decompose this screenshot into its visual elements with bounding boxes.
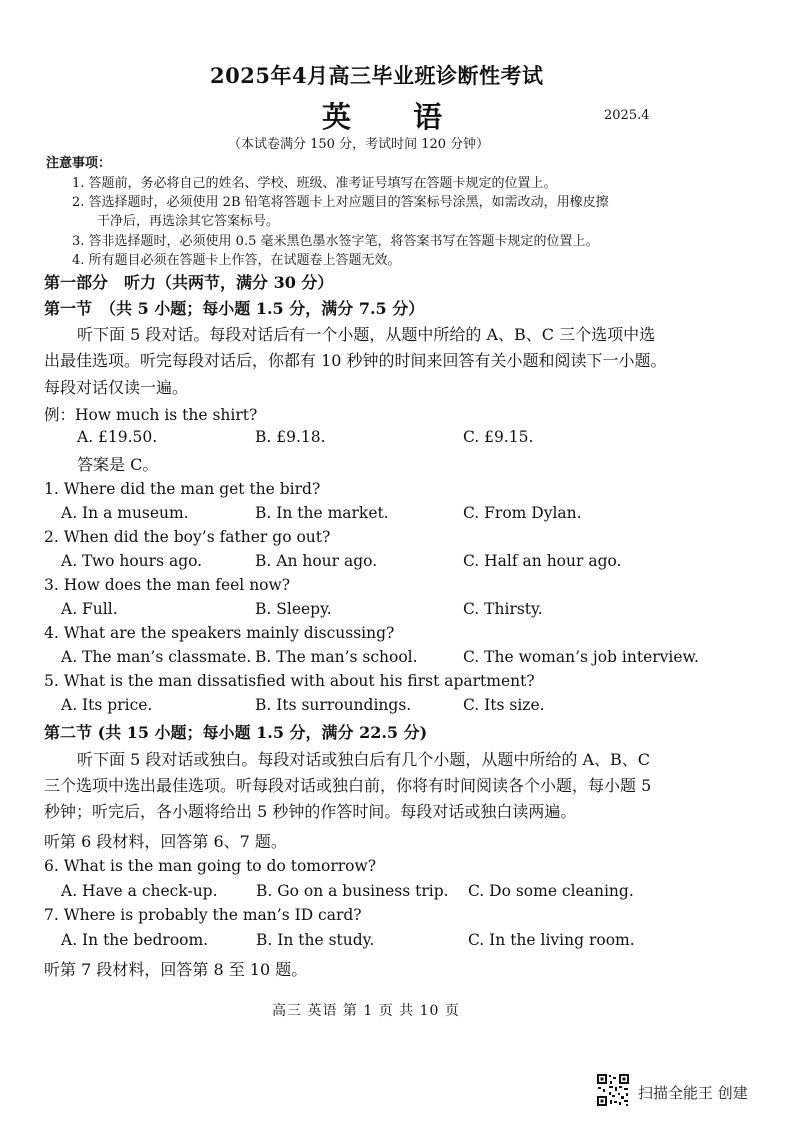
example-question: 例：How much is the shirt?	[44, 406, 258, 424]
option-b: B. In the market.	[255, 504, 389, 522]
question-5: 5. What is the man dissatisfied with about his first apartment?	[44, 672, 535, 690]
scanner-watermark: 扫描全能王 创建	[638, 1084, 748, 1102]
option-c: C. £9.15.	[463, 428, 534, 446]
instruction-line: 出最佳选项。听完每段对话后，你都有 10 秒钟的时间来回答有关小题和阅读下一小题。	[44, 351, 667, 370]
note-item: 4. 所有题目必须在答题卡上作答，在试题卷上答题无效。	[72, 253, 401, 268]
option-c: C. Do some cleaning.	[468, 882, 634, 900]
question-4: 4. What are the speakers mainly discussing?	[44, 624, 395, 642]
exam-title: 2025年4月高三毕业班诊断性考试	[210, 63, 544, 88]
option-a: A. In a museum.	[61, 504, 189, 522]
option-a: A. £19.50.	[77, 428, 158, 446]
option-b: B. The man’s school.	[255, 648, 418, 666]
option-a: A. Two hours ago.	[61, 552, 203, 570]
note-item: 干净后，再选涂其它答案标号。	[97, 214, 280, 229]
option-b: B. An hour ago.	[255, 552, 378, 570]
option-c: C. Half an hour ago.	[463, 552, 622, 570]
part1-heading: 第一部分 听力（共两节，满分 30 分）	[44, 273, 334, 292]
material-6-instruction: 听第 6 段材料，回答第 6、7 题。	[44, 832, 287, 851]
section1-heading: 第一节 （共 5 小题；每小题 1.5 分，满分 7.5 分）	[44, 299, 425, 318]
page-footer: 高三 英语 第 1 页 共 10 页	[272, 1003, 460, 1019]
subject-title: 英 语	[322, 100, 469, 134]
option-b: B. In the study.	[256, 931, 375, 949]
notes-heading: 注意事项：	[46, 156, 112, 171]
section2-heading: 第二节 (共 15 小题；每小题 1.5 分，满分 22.5 分)	[44, 723, 428, 742]
exam-subnote: （本试卷满分 150 分，考试时间 120 分钟）	[228, 137, 490, 152]
exam-date: 2025.4	[604, 108, 650, 123]
note-item: 2. 答选择题时，必须使用 2B 铅笔将答题卡上对应题目的答案标号涂黑，如需改动，用橡皮擦	[72, 195, 609, 210]
option-b: B. £9.18.	[255, 428, 326, 446]
option-c: C. From Dylan.	[463, 504, 582, 522]
question-7: 7. Where is probably the man’s ID card?	[44, 906, 362, 924]
instruction-line: 每段对话仅读一遍。	[44, 378, 189, 397]
instruction-line: 三个选项中选出最佳选项。听每段对话或独白前，你将有时间阅读各个小题，每小题 5	[44, 776, 652, 795]
question-1: 1. Where did the man get the bird?	[44, 480, 321, 498]
instruction-line: 秒钟；听完后，各小题将给出 5 秒钟的作答时间。每段对话或独白读两遍。	[44, 802, 577, 821]
instruction-line: 听下面 5 段对话。每段对话后有一个小题，从题中所给的 A、B、C 三个选项中选	[77, 325, 656, 344]
note-item: 1. 答题前，务必将自己的姓名、学校、班级、准考证号填写在答题卡规定的位置上。	[72, 176, 557, 191]
option-b: B. Its surroundings.	[255, 696, 412, 714]
option-a: A. Full.	[61, 600, 118, 618]
option-c: C. Thirsty.	[463, 600, 543, 618]
qr-code-icon	[596, 1073, 630, 1107]
option-c: C. In the living room.	[468, 931, 635, 949]
option-a: A. The man’s classmate.	[61, 648, 252, 666]
material-7-instruction: 听第 7 段材料，回答第 8 至 10 题。	[44, 960, 308, 979]
note-item: 3. 答非选择题时，必须使用 0.5 毫米黑色墨水签字笔，将答案书写在答题卡规定的位置上。	[72, 234, 599, 249]
question-2: 2. When did the boy’s father go out?	[44, 528, 331, 546]
option-b: B. Go on a business trip.	[256, 882, 449, 900]
example-answer: 答案是 C。	[77, 455, 159, 474]
instruction-line: 听下面 5 段对话或独白。每段对话或独白后有几个小题，从题中所给的 A、B、C	[77, 750, 650, 769]
option-c: C. The woman’s job interview.	[463, 648, 699, 666]
option-b: B. Sleepy.	[255, 600, 332, 618]
option-a: A. Its price.	[61, 696, 153, 714]
question-6: 6. What is the man going to do tomorrow?	[44, 857, 377, 875]
option-a: A. Have a check-up.	[61, 882, 218, 900]
option-c: C. Its size.	[463, 696, 545, 714]
option-a: A. In the bedroom.	[61, 931, 209, 949]
question-3: 3. How does the man feel now?	[44, 576, 291, 594]
